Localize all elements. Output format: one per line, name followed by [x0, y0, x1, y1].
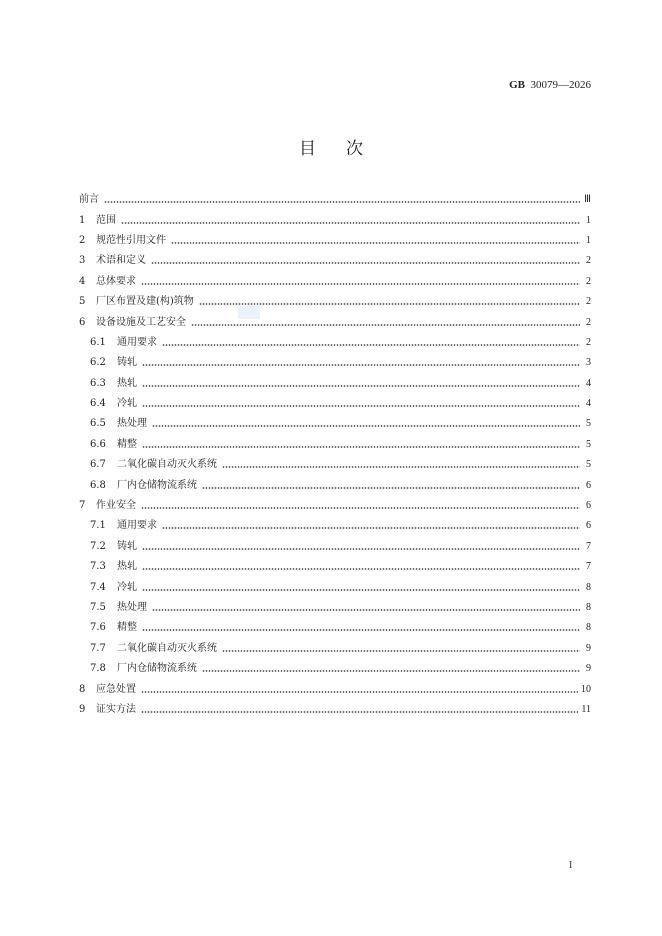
toc-entry-page: 7	[586, 540, 591, 552]
toc-entry[interactable]	[79, 435, 591, 455]
toc-entry-title: 设备设施及工艺安全	[96, 316, 186, 328]
toc-entry-number: 3	[79, 255, 86, 267]
toc-leader-dots	[142, 446, 580, 448]
toc-entry-page: 2	[586, 255, 591, 267]
toc-entry[interactable]	[79, 679, 591, 699]
toc-entry-title: 热轧	[117, 377, 137, 389]
toc-entry-page: 6	[586, 520, 591, 532]
toc-entry-number: 2	[79, 234, 86, 246]
toc-entry-number: 6	[79, 316, 86, 328]
toc-entry-number: 7.5	[90, 602, 106, 613]
toc-entry[interactable]	[79, 190, 591, 210]
toc-leader-dots	[142, 405, 580, 407]
toc-entry-number: 7.8	[90, 663, 106, 675]
toc-entry-title: 厂内仓储物流系统	[117, 479, 197, 491]
toc-leader-dots	[162, 527, 580, 529]
toc-entry[interactable]	[79, 598, 591, 618]
toc-entry-number: 1	[79, 214, 86, 226]
toc-entry-title: 前言	[79, 194, 99, 206]
toc-entry[interactable]	[79, 639, 591, 659]
toc-entry-title: 铸轧	[117, 357, 137, 369]
toc-entry-number: 6.3	[90, 377, 106, 389]
toc-entry-title: 热处理	[117, 602, 147, 613]
toc-entry-page: 4	[586, 377, 591, 389]
toc-entry[interactable]	[79, 496, 591, 516]
toc-entry[interactable]	[79, 292, 591, 312]
toc-entry-number: 4	[79, 275, 86, 287]
toc-entry-page: 10	[581, 683, 591, 695]
toc-entry-number: 7.7	[90, 642, 106, 654]
toc-entry-page: 2	[586, 316, 591, 328]
toc-entry-page: 5	[586, 438, 591, 450]
toc-leader-dots	[152, 425, 580, 427]
toc-entry[interactable]	[79, 557, 591, 577]
toc-leader-dots	[199, 303, 580, 305]
toc-entry-page: 8	[586, 581, 591, 593]
page-title: 目次	[299, 139, 393, 159]
toc-entry-page: 7	[586, 561, 591, 573]
toc-entry[interactable]	[79, 577, 591, 597]
toc-leader-dots	[142, 364, 580, 366]
toc-entry-title: 厂内仓储物流系统	[117, 663, 197, 675]
toc-leader-dots	[191, 324, 580, 326]
toc-leader-dots	[141, 691, 578, 693]
toc-entry[interactable]	[79, 353, 591, 373]
toc-entry-title: 术语和定义	[96, 255, 146, 267]
toc-entry-number: 7.1	[90, 520, 106, 532]
standard-code-prefix: GB	[509, 79, 525, 91]
toc-entry-title: 通用要求	[117, 520, 157, 532]
toc-leader-dots	[222, 466, 580, 468]
toc-entry-title: 精整	[117, 622, 137, 634]
toc-entry-number: 6.2	[90, 357, 106, 369]
toc-entry[interactable]	[79, 414, 591, 434]
toc-entry-title: 精整	[117, 438, 137, 450]
standard-code-number: 30079—2026	[530, 79, 591, 91]
toc-entry[interactable]	[79, 537, 591, 557]
toc-entry-number: 7.4	[90, 581, 106, 593]
toc-entry[interactable]	[79, 374, 591, 394]
toc-leader-dots	[152, 609, 580, 611]
toc-entry[interactable]	[79, 272, 591, 292]
toc-entry-number: 6.8	[90, 479, 106, 491]
toc-leader-dots	[162, 344, 580, 346]
toc-entry-title: 冷轧	[117, 398, 137, 410]
toc-entry-number: 7	[79, 500, 86, 512]
toc-entry-title: 铸轧	[117, 540, 137, 552]
toc-leader-dots	[142, 568, 580, 570]
toc-entry-number: 7.2	[90, 540, 106, 552]
toc-entry-number: 6.5	[90, 418, 106, 430]
toc-entry-title: 热轧	[117, 561, 137, 573]
toc-entry[interactable]	[79, 516, 591, 536]
toc-entry-title: 规范性引用文件	[96, 234, 166, 246]
toc-leader-dots	[141, 711, 578, 713]
toc-entry-title: 作业安全	[96, 500, 136, 512]
toc-entry[interactable]	[79, 312, 591, 332]
toc-entry-title: 范围	[96, 214, 116, 226]
toc-entry-number: 6.6	[90, 438, 106, 450]
toc-leader-dots	[202, 670, 580, 672]
toc-entry-page: 11	[581, 703, 591, 715]
toc-entry-number: 8	[79, 683, 86, 695]
toc-entry-number: 7.3	[90, 561, 106, 573]
toc-entry[interactable]	[79, 210, 591, 230]
toc-entry-number: 6.7	[90, 459, 106, 471]
toc-entry-title: 二氧化碳自动灭火系统	[117, 459, 217, 471]
toc-entry-page: 1	[586, 234, 591, 246]
toc-entry-title: 应急处置	[96, 683, 136, 695]
toc-leader-dots	[151, 262, 580, 264]
toc-entry-page: 3	[586, 357, 591, 369]
toc-entry[interactable]	[79, 333, 591, 353]
toc-entry-page: 2	[586, 275, 591, 287]
toc-entry-page: 6	[586, 479, 591, 491]
toc-entry[interactable]	[79, 251, 591, 271]
toc-leader-dots	[142, 589, 580, 591]
toc-entry-page: 6	[586, 500, 591, 512]
toc-entry-number: 7.6	[90, 622, 106, 634]
toc-entry-page: 2	[586, 336, 591, 348]
toc-leader-dots	[202, 487, 580, 489]
toc-entry-number: 6.4	[90, 398, 106, 410]
toc-entry-title: 总体要求	[96, 275, 136, 287]
toc-entry-title: 二氧化碳自动灭火系统	[117, 642, 217, 654]
toc-entry-page: 4	[586, 398, 591, 410]
toc-entry-number: 6.1	[90, 336, 106, 348]
toc-entry[interactable]	[79, 618, 591, 638]
toc-leader-dots	[104, 201, 580, 203]
toc-entry-page: Ⅲ	[584, 194, 591, 206]
toc-entry-page: 8	[586, 602, 591, 613]
toc-entry-title: 冷轧	[117, 581, 137, 593]
toc-entry[interactable]	[79, 231, 591, 251]
toc-entry[interactable]	[79, 394, 591, 414]
toc-entry-page: 9	[586, 663, 591, 675]
toc-entry-title: 厂区布置及建(构)筑物	[96, 296, 194, 308]
toc-entry-title: 证实方法	[96, 703, 136, 715]
toc-entry-page: 1	[586, 214, 591, 226]
toc-leader-dots	[142, 548, 580, 550]
standard-code	[509, 79, 591, 91]
toc-entry-page: 8	[586, 622, 591, 634]
toc-leader-dots	[142, 385, 580, 387]
table-of-contents	[79, 190, 591, 720]
toc-entry-page: 5	[586, 459, 591, 471]
toc-leader-dots	[142, 629, 580, 631]
toc-leader-dots	[141, 507, 580, 509]
toc-entry[interactable]	[79, 475, 591, 495]
toc-entry-page: 2	[586, 296, 591, 308]
toc-entry-title: 热处理	[117, 418, 147, 430]
toc-leader-dots	[141, 283, 580, 285]
toc-leader-dots	[171, 242, 580, 244]
toc-entry-number: 5	[79, 296, 86, 308]
page-number-footer: I	[569, 860, 573, 871]
toc-entry[interactable]	[79, 455, 591, 475]
toc-entry-page: 5	[586, 418, 591, 430]
toc-entry[interactable]	[79, 659, 591, 679]
toc-entry[interactable]	[79, 700, 591, 720]
toc-leader-dots	[121, 222, 580, 224]
toc-entry-page: 9	[586, 642, 591, 654]
toc-entry-title: 通用要求	[117, 336, 157, 348]
toc-entry-number: 9	[79, 703, 86, 715]
toc-leader-dots	[222, 650, 580, 652]
